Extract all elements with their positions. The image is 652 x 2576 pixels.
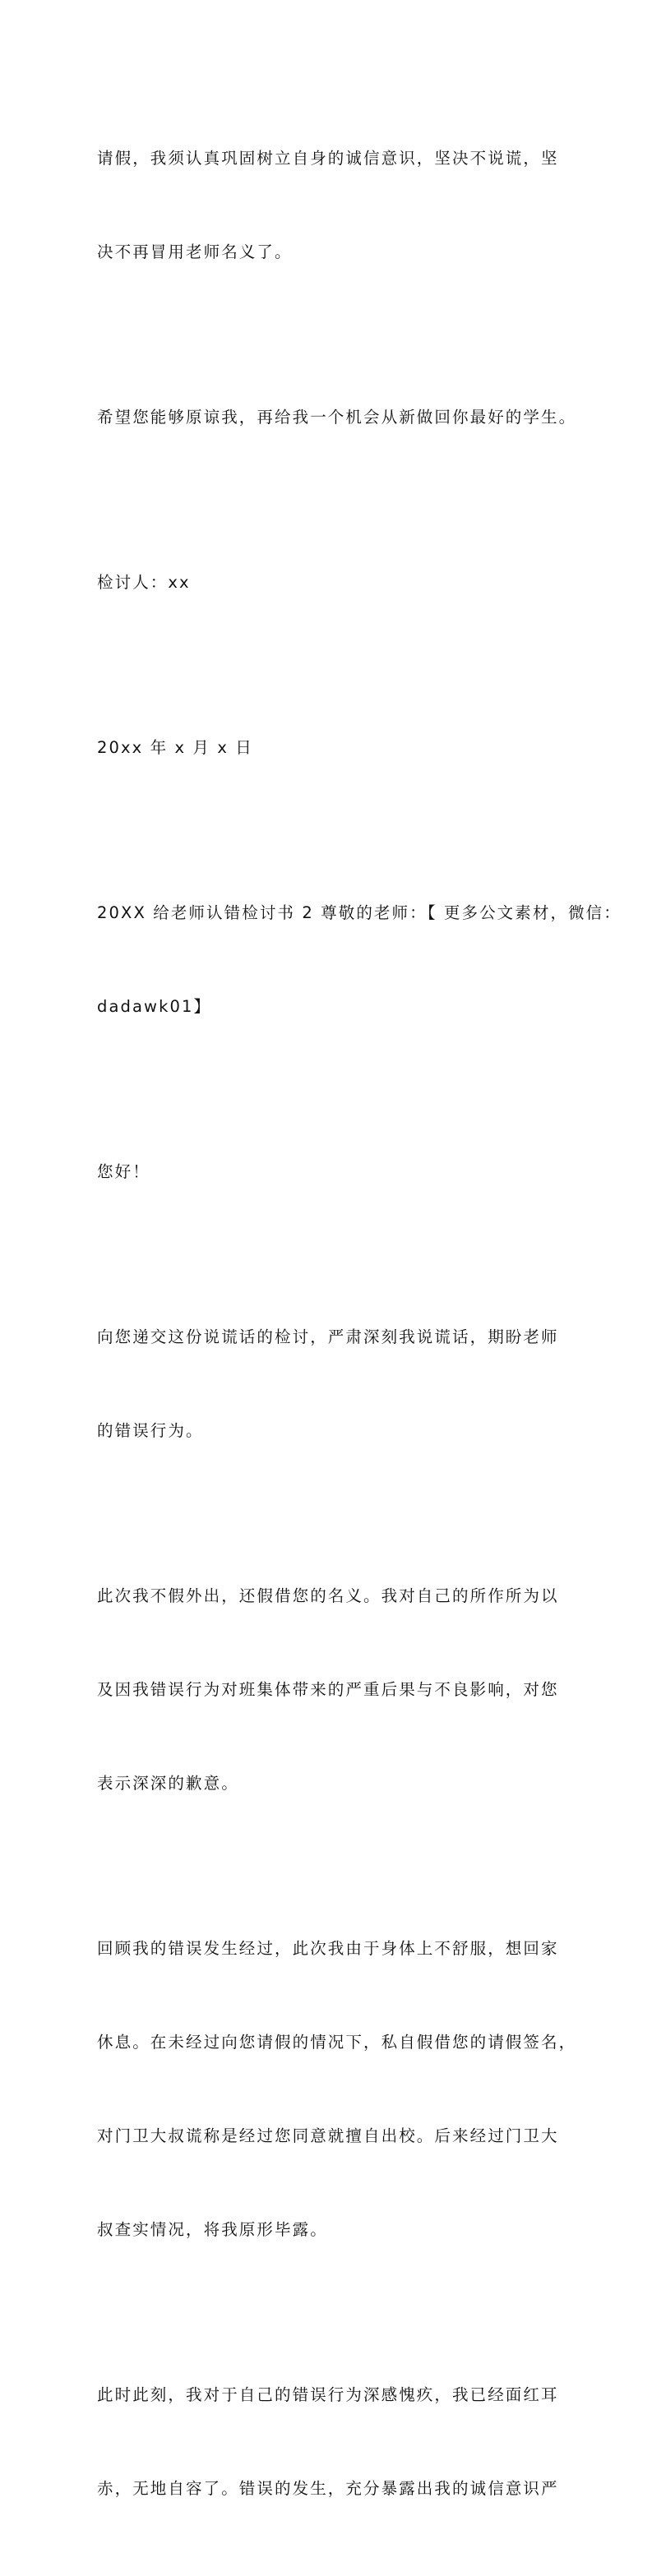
document-body xyxy=(97,81,622,2576)
text-line: dadawk01】 xyxy=(97,997,212,1016)
text-line: 检讨人：xx xyxy=(97,573,191,592)
text-line: 的错误行为。 xyxy=(97,1421,204,1440)
text-line: 向您递交这份说谎话的检讨，严肃深刻我说谎话，期盼老师 xyxy=(97,1327,559,1346)
text-line: 您好！ xyxy=(97,1162,150,1181)
text-line: 20xx 年 x 月 x 日 xyxy=(97,738,253,757)
text-line: 希望您能够原谅我，再给我一个机会从新做回你最好的学生。 xyxy=(97,408,577,427)
text-line: 决不再冒用老师名义了。 xyxy=(97,242,293,261)
text-line: 及因我错误行为对班集体带来的严重后果与不良影响，对您 xyxy=(97,1680,559,1699)
paragraph-integrity-commitment xyxy=(97,81,570,330)
paragraph-reflection xyxy=(97,2317,570,2567)
section-heading xyxy=(97,835,622,1085)
paragraph-hope-forgiveness xyxy=(97,339,577,496)
greeting xyxy=(97,1094,570,1250)
text-line: 请假，我须认真巩固树立自身的诚信意识，坚决不说谎，坚 xyxy=(97,149,559,168)
text-line: 赤，无地自容了。错误的发生，充分暴露出我的诚信意识严 xyxy=(97,2479,559,2498)
text-line: 此时此刻，我对于自己的错误行为深感愧疚，我已经面红耳 xyxy=(97,2385,559,2404)
date-line xyxy=(97,670,570,826)
paragraph-review xyxy=(97,1871,577,2308)
text-line: 休息。在未经过向您请假的情况下，私自假借您的请假签名， xyxy=(97,2033,577,2052)
signature-line xyxy=(97,505,570,661)
paragraph-submission xyxy=(97,1259,570,1509)
text-line: 回顾我的错误发生经过，此次我由于身体上不舒服，想回家 xyxy=(97,1939,559,1958)
paragraph-apology xyxy=(97,1518,570,1862)
text-line: 此次我不假外出，还假借您的名义。我对自己的所作所为以 xyxy=(97,1586,559,1605)
text-line: 对门卫大叔谎称是经过您同意就擅自出校。后来经过门卫大 xyxy=(97,2126,559,2145)
text-line: 20XX 给老师认错检讨书 2 尊敬的老师：【 更多公文素材，微信： xyxy=(97,903,622,922)
text-line: 叔查实情况，将我原形毕露。 xyxy=(97,2220,328,2239)
text-line: 表示深深的歉意。 xyxy=(97,1774,239,1793)
